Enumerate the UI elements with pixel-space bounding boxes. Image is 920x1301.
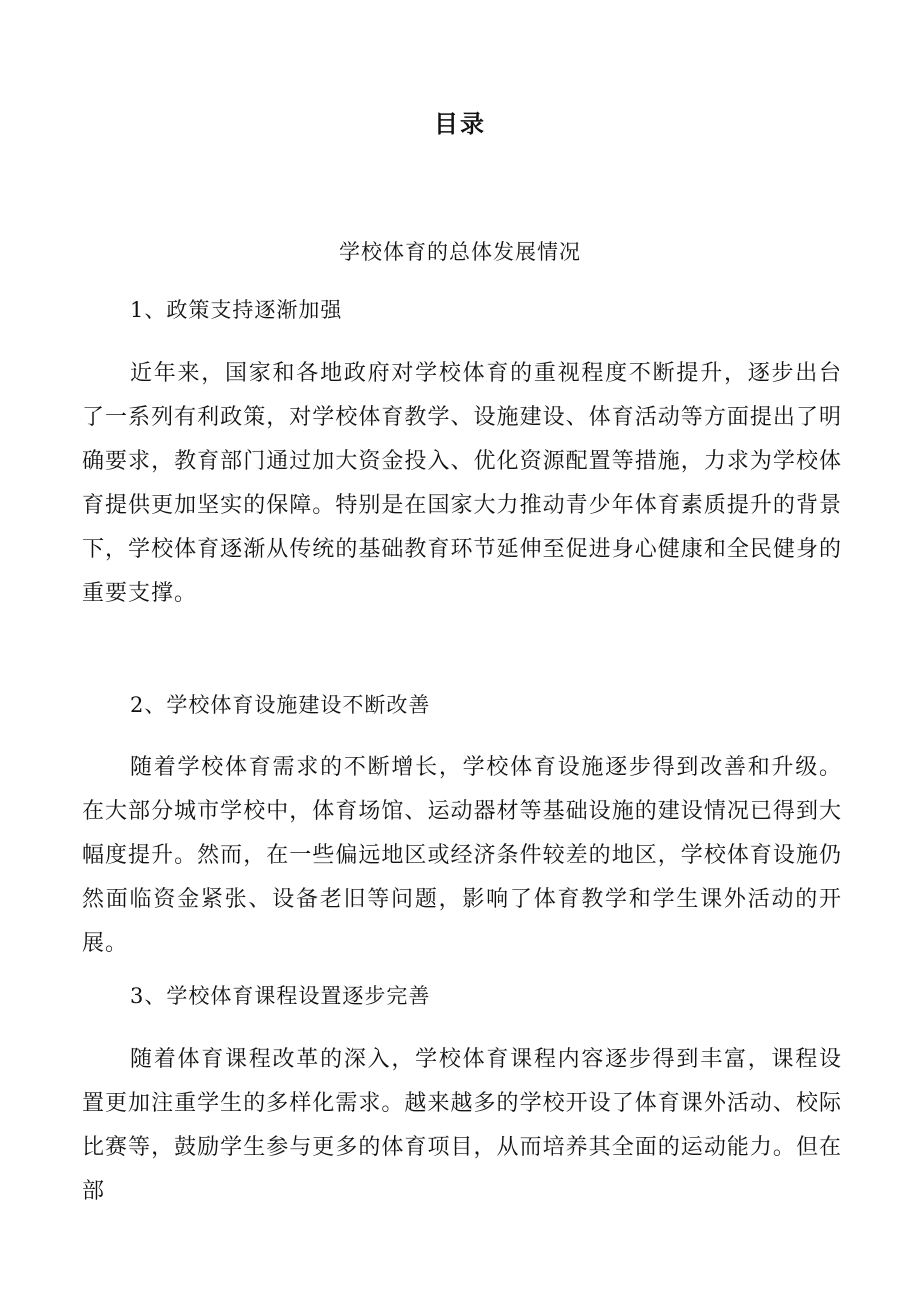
heading-curriculum-improvement: 3、学校体育课程设置逐步完善 xyxy=(130,984,431,1008)
heading-facility-improvement: 2、学校体育设施建设不断改善 xyxy=(130,693,431,717)
section-title: 学校体育的总体发展情况 xyxy=(339,240,581,264)
paragraph-policy-support: 近年来，国家和各地政府对学校体育的重视程度不断提升，逐步出台了一系列有利政策，对学校体育教学、设施建设、体育活动等方面提出了明确要求，教育部门通过加大资金投入、优化资源配置等措施，力求为学校体育提供更加坚实的保障。特别是在国家大力推动青少年体育素质提升的背景下，学校体育逐渐从传统的基础教育环节延伸至促进身心健康和全民健身的重要支撑。 xyxy=(82,361,842,606)
paragraph-curriculum-improvement: 随着体育课程改革的深入，学校体育课程内容逐步得到丰富，课程设置更加注重学生的多样化需求。越来越多的学校开设了体育课外活动、校际比赛等，鼓励学生参与更多的体育项目，从而培养其全面的运动能力。但在部 xyxy=(82,1047,842,1204)
toc-title: 目录 xyxy=(434,110,486,138)
paragraph-facility-improvement: 随着学校体育需求的不断增长，学校体育设施逐步得到改善和升级。在大部分城市学校中，体育场馆、运动器材等基础设施的建设情况已得到大幅度提升。然而，在一些偏远地区或经济条件较差的地区，学校体育设施仍然面临资金紧张、设备老旧等问题，影响了体育教学和学生课外活动的开展。 xyxy=(82,755,842,956)
heading-policy-support: 1、政策支持逐渐加强 xyxy=(130,298,343,322)
